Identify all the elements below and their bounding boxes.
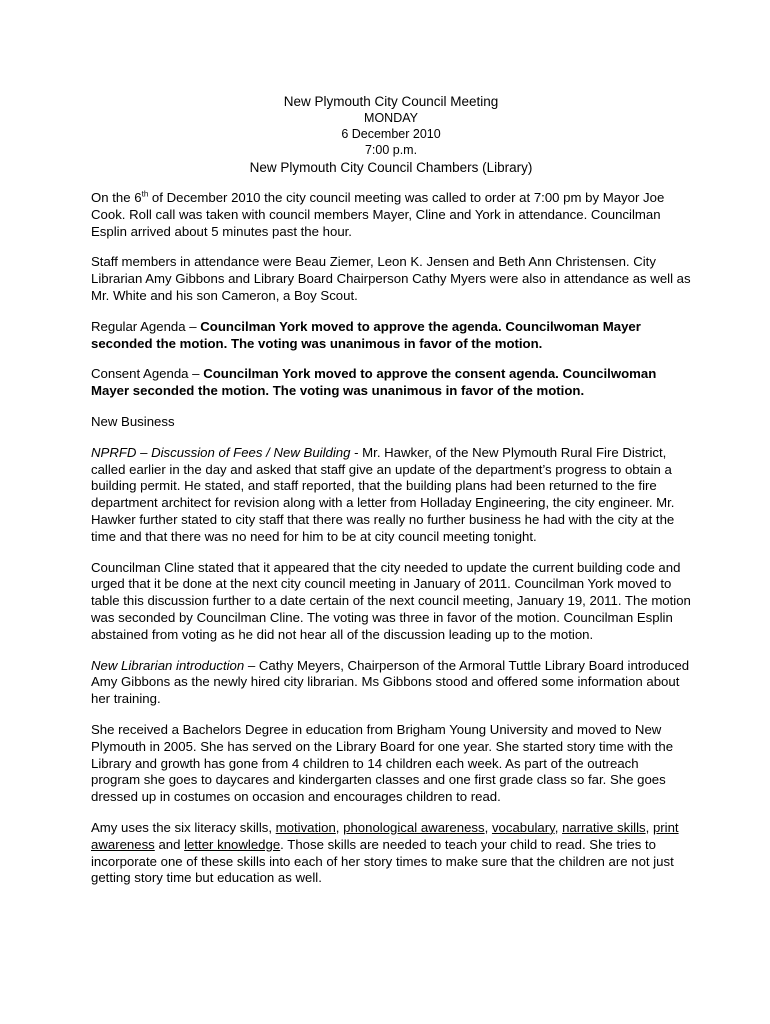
new-business-heading: New Business [91, 413, 175, 429]
regular-agenda-paragraph [91, 319, 691, 353]
meeting-date: 6 December 2010 [341, 127, 441, 141]
meeting-location: New Plymouth City Council Chambers (Library) [249, 160, 533, 175]
librarian-intro-topic: New Librarian introduction [91, 657, 245, 673]
meeting-header [91, 94, 691, 176]
skill-vocabulary: vocabulary [491, 819, 555, 835]
staff-attendance-paragraph: Staff members in attendance were Beau Ziemer, Leon K. Jensen and Beth Ann Christensen. City Librarian Amy Gibbons and Library Board Chairperson Cathy Myers were also in attendance as well as Mr. White and his son Cameron, a Boy Scout. [91, 254, 691, 303]
separator: , [554, 819, 563, 835]
regular-agenda-motion: Councilman York moved to approve the agenda. Councilwoman Mayer seconded the motion. The voting was unanimous in favor of the motion. [91, 318, 641, 351]
librarian-intro-text: – Cathy Meyers, Chairperson of the Armoral Tuttle Library Board introduced Amy Gibbons as the newly hired city librarian. Ms Gibbons stood and offered some information about her training. [91, 657, 690, 707]
call-to-order-text-b: of December 2010 the city council meeting was called to order at 7:00 pm by Mayor Joe Cook. Roll call was taken with council members Mayer, Cline and York in attendance. Councilman Esplin arrived about 5 minutes past the hour. [91, 190, 665, 239]
literacy-rest: . Those skills are needed to teach your child to read. She tries to incorporate one of these skills into each of her story times to make sure that the children are not just getting story time but education as well. [91, 836, 674, 886]
consent-agenda-label: Consent Agenda – [91, 366, 204, 382]
meeting-day: MONDAY [364, 111, 418, 125]
librarian-intro-paragraph [91, 658, 691, 708]
conjunction: and [154, 836, 185, 852]
librarian-background-paragraph: She received a Bachelors Degree in education from Brigham Young University and moved to New Plymouth in 2005. She has served on the Library Board for one year. She started story time with the Library and growth has gone from 4 children to 14 children each week. As part of the outreach program she goes to daycares and kindergarten classes and one first grade class so far. She goes dressed up in costumes on occasion and encourages children to read. [91, 721, 674, 805]
building-code-paragraph: Councilman Cline stated that it appeared that the city needed to update the current building code and urged that it be done at the next city council meeting in January of 2011. Councilman York moved to table this discussion further to a date certain of the next council meeting, January 19, 2011. The motion was seconded by Councilman Cline. The voting was three in favor of the motion. Councilman Esplin abstained from voting as he did not hear all of the discussion leading up to the motion. [91, 559, 691, 642]
meeting-time: 7:00 p.m. [364, 143, 418, 157]
meeting-title: New Plymouth City Council Meeting [283, 94, 499, 109]
regular-agenda-label: Regular Agenda – [91, 318, 201, 334]
literacy-intro: Amy uses the six literacy skills, [91, 819, 276, 835]
skill-print-awareness: print awareness [91, 819, 679, 852]
skill-letter-knowledge: letter knowledge [184, 836, 281, 852]
skill-narrative-skills: narrative skills [562, 819, 646, 835]
document-body [91, 94, 691, 901]
nprfd-text: - Mr. Hawker, of the New Plymouth Rural Fire District, called earlier in the day and asked that staff give an update of the department’s progress to obtain a building permit. He stated, and staff reported, that the building plans had been returned to the fire department architect for revision along with a letter from Holladay Engineering, the city engineer. Mr. Hawker further stated to city staff that there was really no further business he had with the city at the time and that there was no need for him to be at city council meeting tonight. [91, 444, 675, 544]
separator: , [484, 819, 492, 835]
skill-motivation: motivation [275, 819, 336, 835]
literacy-skills-paragraph [91, 820, 691, 887]
nprfd-paragraph [91, 445, 691, 546]
separator: , [645, 819, 653, 835]
ordinal-suffix: th [141, 189, 149, 199]
consent-agenda-motion: Councilman York moved to approve the consent agenda. Councilwoman Mayer seconded the motion. The voting was unanimous in favor of the motion. [91, 366, 657, 399]
separator: , [335, 819, 344, 835]
consent-agenda-paragraph [91, 366, 691, 400]
call-to-order-paragraph [91, 190, 691, 240]
call-to-order-text-a: On the 6 [91, 190, 142, 205]
skill-phonological-awareness: phonological awareness [343, 819, 485, 835]
nprfd-topic: NPRFD – Discussion of Fees / New Building [91, 444, 351, 460]
